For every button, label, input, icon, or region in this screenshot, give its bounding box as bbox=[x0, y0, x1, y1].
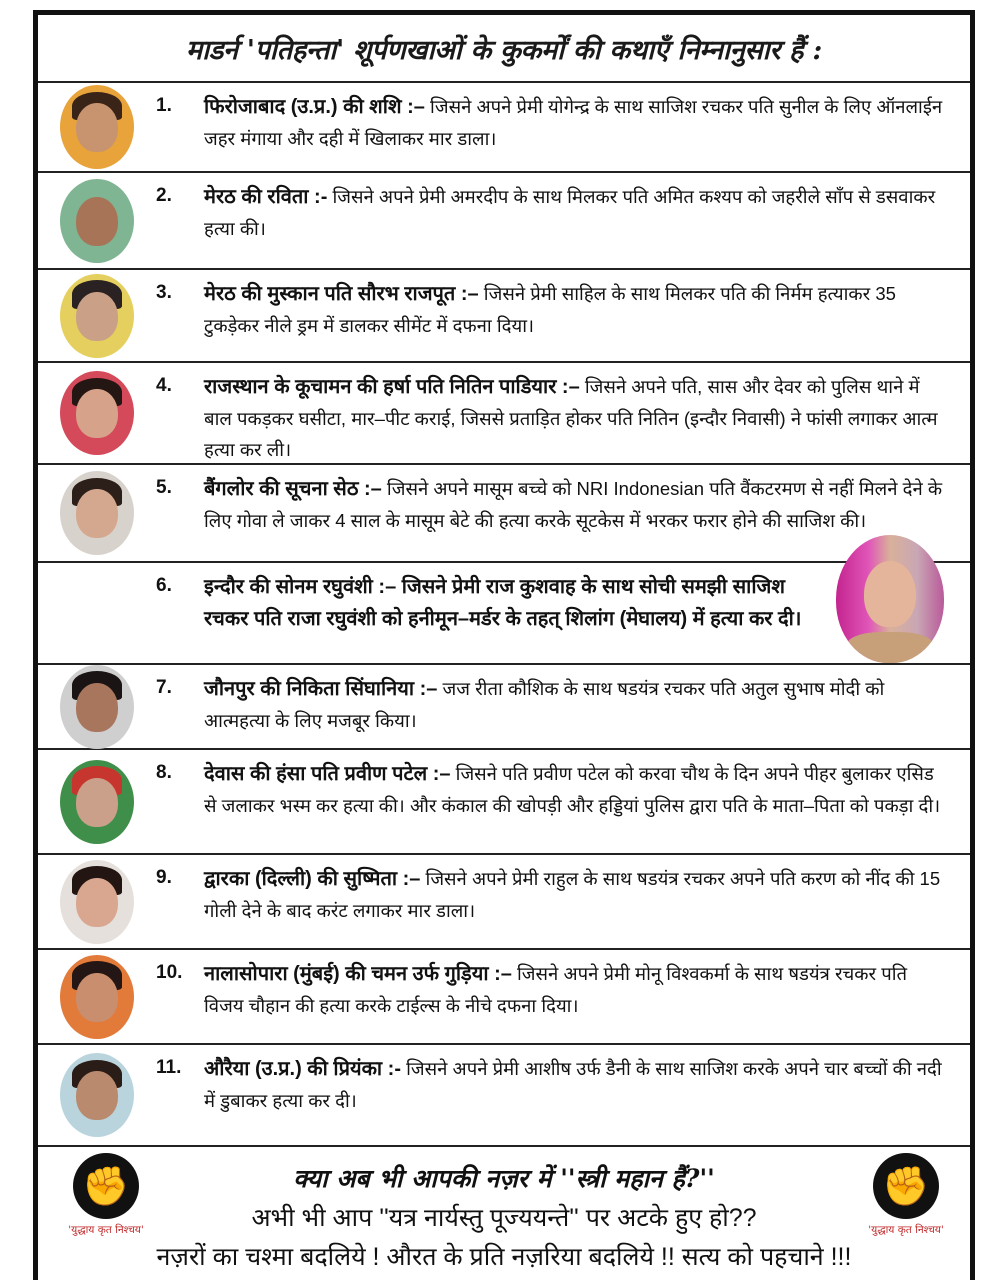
portrait-cell bbox=[38, 563, 156, 663]
case-description bbox=[204, 950, 970, 1029]
raised-fist-icon: ✊ bbox=[73, 1153, 139, 1219]
footer-slogan: नज़रों का चश्मा बदलिये ! औरत के प्रति नज़रिया बदलिये !! सत्य को पहचाने !!! bbox=[156, 1243, 852, 1271]
portrait-cell bbox=[38, 465, 156, 561]
case-description bbox=[204, 665, 970, 744]
case-description bbox=[204, 750, 970, 829]
case-number: 5. bbox=[156, 477, 172, 498]
case-text: जिसने प्रेमी राज कुशवाह के साथ सोची समझी साजिश रचकर पति राजा रघुवंशी को हनीमून–मर्डर के तहत् शिलांग (मेघालय) में हत्या कर दी। bbox=[204, 576, 802, 630]
case-row bbox=[38, 855, 970, 950]
case-number: 4. bbox=[156, 375, 172, 396]
portrait-cell bbox=[38, 750, 156, 853]
portrait-photo-large bbox=[836, 535, 944, 663]
case-text: जिसने अपने प्रेमी राहुल के साथ षडयंत्र रचकर अपने पति करण को नींद की 15 गोली देने के बाद करंट लगाकर मार डाला। bbox=[204, 868, 941, 921]
portrait-cell bbox=[38, 1045, 156, 1145]
portrait-photo bbox=[60, 85, 134, 169]
case-number: 7. bbox=[156, 677, 172, 698]
case-row bbox=[38, 750, 970, 855]
portrait-photo bbox=[60, 860, 134, 944]
portrait-photo bbox=[60, 471, 134, 555]
case-heading: फिरोजाबाद (उ.प्र.) की शशि :– bbox=[204, 96, 425, 118]
raised-fist-icon: ✊ bbox=[873, 1153, 939, 1219]
case-row bbox=[38, 363, 970, 465]
footer bbox=[38, 1147, 970, 1280]
case-description bbox=[204, 173, 970, 252]
logo-right bbox=[846, 1153, 966, 1237]
case-heading: नालासोपारा (मुंबई) की चमन उर्फ गुड़िया :– bbox=[204, 963, 512, 985]
case-number: 1. bbox=[156, 95, 172, 116]
case-heading: बैंगलोर की सूचना सेठ :– bbox=[204, 478, 382, 500]
case-heading: देवास की हंसा पति प्रवीण पटेल :– bbox=[204, 763, 451, 785]
portrait-photo bbox=[60, 371, 134, 455]
footer-subquestion: अभी भी आप ''यत्र नार्यस्तु पूज्ययन्ते'' पर अटके हुए हो?? bbox=[251, 1204, 757, 1232]
case-text: जिसने अपने मासूम बच्चे को NRI Indonesian पति वैंकटरमण से नहीं मिलने देने के लिए गोवा ले जाकर 4 साल के मासूम बेटे की हत्या करके सूटकेस में भरकर फरार होने की साजिश की। bbox=[204, 478, 943, 531]
case-text: जिसने प्रेमी साहिल के साथ मिलकर पति की निर्मम हत्याकर 35 टुकड़ेकर नीले ड्रम में डालकर सीमेंट में दफना दिया। bbox=[204, 283, 896, 336]
portrait-cell bbox=[38, 665, 156, 748]
case-text: जिसने अपने प्रेमी अमरदीप के साथ मिलकर पति अमित कश्यप को जहरीले साँप से डसवाकर हत्या की। bbox=[204, 186, 936, 239]
case-heading: मेरठ की मुस्कान पति सौरभ राजपूत :– bbox=[204, 283, 479, 305]
page-title: माडर्न 'पतिहन्ता' शूर्पणखाओं के कुकर्मों की कथाएँ निम्नानुसार हैं : bbox=[38, 15, 970, 83]
portrait-cell bbox=[38, 270, 156, 361]
case-description bbox=[204, 270, 970, 349]
portrait-cell bbox=[38, 173, 156, 268]
case-row bbox=[38, 950, 970, 1045]
case-description bbox=[204, 83, 970, 162]
portrait-photo bbox=[60, 665, 134, 749]
portrait-photo bbox=[60, 760, 134, 844]
portrait-cell bbox=[38, 83, 156, 171]
case-heading: राजस्थान के कूचामन की हर्षा पति नितिन पाडियार :– bbox=[204, 376, 580, 398]
case-text: जिसने अपने पति, सास और देवर को पुलिस थाने में बाल पकड़कर घसीटा, मार–पीट कराई, जिससे प्रताड़ित होकर पति नितिन (इन्दौर निवासी) ने फांसी लगाकर आत्म हत्या कर ली। bbox=[204, 376, 938, 460]
portrait-cell bbox=[38, 950, 156, 1043]
case-number: 9. bbox=[156, 867, 172, 888]
case-row bbox=[38, 173, 970, 270]
portrait-photo bbox=[60, 1053, 134, 1137]
case-text: जिसने पति प्रवीण पटेल को करवा चौथ के दिन अपने पीहर बुलाकर एसिड से जलाकर भस्म कर हत्या की। और कंकाल की खोपड़ी और हड्डियां पुलिस द्वारा पति के माता–पिता को पकड़ा दी। bbox=[204, 763, 941, 816]
case-text: जिसने अपने प्रेमी मोनू विश्वकर्मा के साथ षडयंत्र रचकर पति विजय चौहान की हत्या करके टाईल्स के नीचे दफना दिया। bbox=[204, 963, 908, 1016]
logo-caption: 'युद्धाय कृत निश्चय' bbox=[68, 1224, 144, 1236]
case-text: जज रीता कौशिक के साथ षडयंत्र रचकर पति अतुल सुभाष मोदी को आत्महत्या के लिए मजबूर किया। bbox=[204, 678, 885, 731]
portrait-cell bbox=[38, 855, 156, 948]
poster-frame bbox=[33, 10, 975, 1280]
case-number: 3. bbox=[156, 282, 172, 303]
portrait-cell bbox=[38, 363, 156, 463]
case-description bbox=[204, 855, 970, 934]
case-row bbox=[38, 563, 970, 665]
case-row bbox=[38, 1045, 970, 1147]
logo-caption: 'युद्धाय कृत निश्चय' bbox=[868, 1224, 944, 1236]
case-heading: जौनपुर की निकिता सिंघानिया :– bbox=[204, 678, 438, 700]
case-heading: मेरठ की रविता :- bbox=[204, 186, 328, 208]
case-number: 8. bbox=[156, 762, 172, 783]
footer-question: क्या अब भी आपकी नज़र में ''स्त्री महान हैं?'' bbox=[293, 1164, 715, 1193]
case-row bbox=[38, 270, 970, 363]
case-row bbox=[38, 465, 970, 563]
case-heading: औरैया (उ.प्र.) की प्रियंका :- bbox=[204, 1058, 401, 1080]
case-description bbox=[204, 465, 970, 544]
case-description bbox=[204, 363, 970, 473]
case-number: 10. bbox=[156, 962, 183, 983]
case-text: जिसने अपने प्रेमी आशीष उर्फ डैनी के साथ साजिश करके अपने चार बच्चों की नदी में डुबाकर हत्या कर दी। bbox=[204, 1058, 942, 1111]
portrait-photo bbox=[60, 955, 134, 1039]
portrait-photo bbox=[60, 179, 134, 263]
case-number: 6. bbox=[156, 575, 172, 596]
case-list bbox=[38, 83, 970, 1147]
case-description bbox=[204, 1045, 970, 1124]
portrait-photo bbox=[60, 274, 134, 358]
case-row bbox=[38, 665, 970, 750]
case-number: 2. bbox=[156, 185, 172, 206]
case-number: 11. bbox=[156, 1057, 182, 1078]
case-text: जिसने अपने प्रेमी योगेन्द्र के साथ साजिश रचकर पति सुनील के लिए ऑनलाईन जहर मंगाया और दही में खिलाकर मार डाला। bbox=[204, 96, 943, 149]
case-row bbox=[38, 83, 970, 173]
case-heading: द्वारका (दिल्ली) की सुष्मिता :– bbox=[204, 868, 421, 890]
case-heading: इन्दौर की सोनम रघुवंशी :– bbox=[204, 576, 397, 598]
